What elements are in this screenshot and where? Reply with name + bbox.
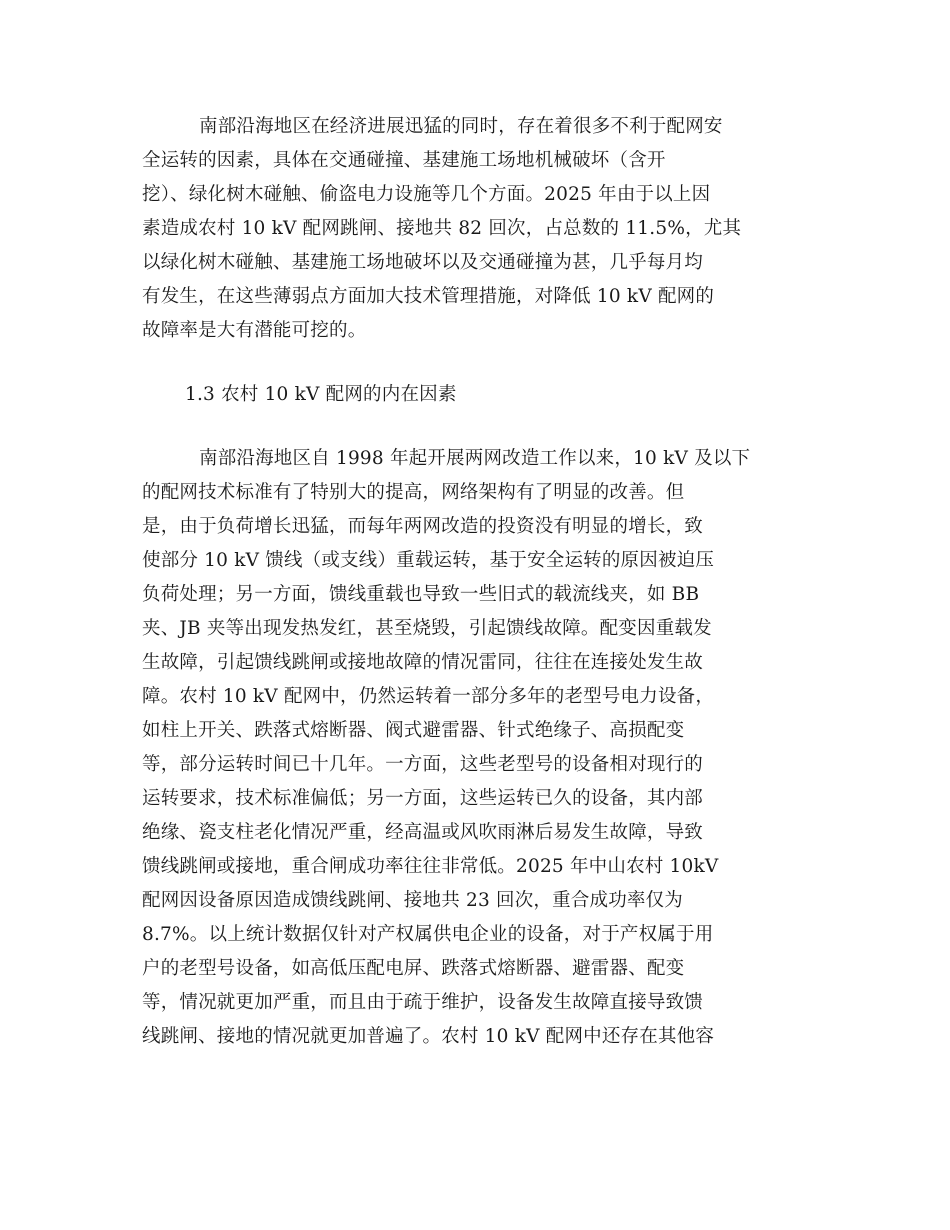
paragraph-external-factors — [142, 110, 810, 348]
text-line: 挖）、绿化树木碰触、偷盗电力设施等几个方面。2025 年由于以上因 — [142, 184, 711, 205]
text-line: 是，由于负荷增长迅猛，而每年两网改造的投资没有明显的增长，致 — [142, 516, 704, 537]
text-line: 夹、JB 夹等出现发热发红，甚至烧毁，引起馈线故障。配变因重载发 — [142, 618, 712, 639]
text-line: 南部沿海地区在经济进展迅猛的同时，存在着很多不利于配网安 — [199, 116, 723, 137]
text-line: 负荷处理；另一方面，馈线重载也导致一些旧式的载流线夹，如 BB — [142, 584, 700, 605]
text-line: 以绿化树木碰触、基建施工场地破坏以及交通碰撞为甚，几乎每月均 — [142, 252, 704, 273]
paragraph-spacer — [142, 412, 810, 442]
section-heading: 1.3 农村 10 kV 配网的内在因素 — [185, 384, 457, 405]
text-line: 绝缘、瓷支柱老化情况严重，经高温或风吹雨淋后易发生故障，导致 — [142, 822, 704, 843]
text-line: 的配网技术标准有了特别大的提高，网络架构有了明显的改善。但 — [142, 482, 685, 503]
text-line: 线跳闸、接地的情况就更加普遍了。农村 10 kV 配网中还存在其他容 — [142, 1026, 715, 1047]
text-line: 障。农村 10 kV 配网中，仍然运转着一部分多年的老型号电力设备， — [142, 686, 715, 707]
text-line: 等，情况就更加严重，而且由于疏于维护，设备发生故障直接导致馈 — [142, 992, 704, 1013]
text-line: 8.7%。以上统计数据仅针对产权属供电企业的设备，对于产权属于用 — [142, 924, 714, 945]
text-line: 有发生，在这些薄弱点方面加大技术管理措施，对降低 10 kV 配网的 — [142, 286, 715, 307]
paragraph-internal-factors — [142, 442, 810, 1054]
text-line: 配网因设备原因造成馈线跳闸、接地共 23 回次，重合成功率仅为 — [142, 890, 684, 911]
text-line: 生故障，引起馈线跳闸或接地故障的情况雷同，往往在连接处发生故 — [142, 652, 704, 673]
text-line: 素造成农村 10 kV 配网跳闸、接地共 82 回次，占总数的 11.5%，尤其 — [142, 218, 742, 239]
text-line: 户的老型号设备，如高低压配电屏、跌落式熔断器、避雷器、配变 — [142, 958, 685, 979]
text-line: 如柱上开关、跌落式熔断器、阀式避雷器、针式绝缘子、高损配变 — [142, 720, 685, 741]
text-line: 使部分 10 kV 馈线（或支线）重载运转，基于安全运转的原因被迫压 — [142, 550, 715, 571]
text-line: 南部沿海地区自 1998 年起开展两网改造工作以来，10 kV 及以下 — [199, 448, 751, 469]
paragraph-spacer — [142, 348, 810, 378]
text-line: 馈线跳闸或接地，重合闸成功率往往非常低。2025 年中山农村 10kV — [142, 856, 719, 877]
text-line: 等，部分运转时间已十几年。一方面，这些老型号的设备相对现行的 — [142, 754, 704, 775]
text-line: 运转要求，技术标准偏低；另一方面，这些运转已久的设备，其内部 — [142, 788, 704, 809]
text-line: 故障率是大有潜能可挖的。 — [142, 320, 367, 341]
text-line: 全运转的因素，具体在交通碰撞、基建施工场地机械破坏（含开 — [142, 150, 666, 171]
document-body — [142, 110, 810, 1054]
